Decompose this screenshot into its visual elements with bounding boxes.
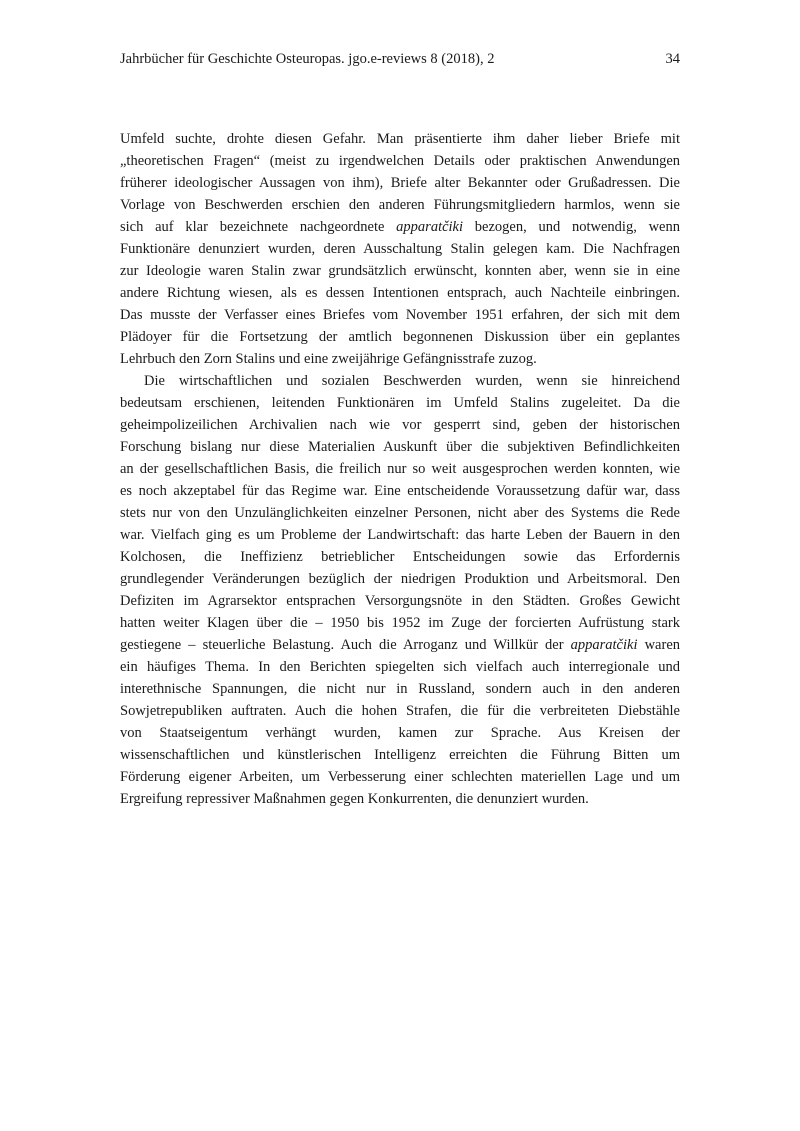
text-line: sich auf klar bezeichnete nachgeordnete apparatčiki bezogen, und notwendig, wenn (120, 219, 680, 235)
text-line: grundlegender Veränderungen bezüglich der niedrigen Produktion und Arbeitsmoral. Den (120, 571, 680, 587)
text-line: an der gesellschaftlichen Basis, die freilich nur so weit ausgesprochen werden konnten, wie (120, 461, 680, 477)
text-line: andere Richtung wiesen, als es dessen Intentionen entsprach, auch Nachteile einbringen. (120, 285, 680, 301)
italic-term: apparatčiki (570, 637, 638, 653)
text-line: war. Vielfach ging es um Probleme der Landwirtschaft: das harte Leben der Bauern in den (120, 527, 680, 543)
text-line: Vorlage von Beschwerden erschien den anderen Führungsmitgliedern harmlos, wenn sie (120, 197, 680, 213)
text-line: ein häufiges Thema. In den Berichten spiegelten sich vielfach auch interregionale und (120, 659, 680, 675)
text-line: Lehrbuch den Zorn Stalins und eine zweijährige Gefängnisstrafe zuzog. (120, 351, 537, 367)
text-line: früherer ideologischer Aussagen von ihm), Briefe alter Bekannter oder Grußadressen. Die (120, 175, 680, 191)
running-header (120, 50, 680, 68)
text-line: es noch akzeptabel für das Regime war. Eine entscheidende Voraussetzung dafür war, dass (120, 483, 680, 499)
paragraph-1 (120, 128, 680, 370)
journal-title: Jahrbücher für Geschichte Osteuropas. jgo.e-reviews 8 (2018), 2 (120, 51, 495, 67)
body-text (120, 128, 680, 810)
text-line: von Staatseigentum verhängt wurden, kamen zur Sprache. Aus Kreisen der (120, 725, 680, 741)
text-line: Die wirtschaftlichen und sozialen Beschwerden wurden, wenn sie hinreichend (144, 373, 680, 389)
text-line: zur Ideologie waren Stalin zwar grundsätzlich erwünscht, konnten aber, wenn sie in eine (120, 263, 680, 279)
text-line: Das musste der Verfasser eines Briefes vom November 1951 erfahren, der sich mit dem (120, 307, 680, 323)
page-number: 34 (665, 51, 680, 67)
text-line: „theoretischen Fragen“ (meist zu irgendwelchen Details oder praktischen Anwendungen (120, 153, 680, 169)
text-line: bedeutsam erschienen, leitenden Funktionären im Umfeld Stalins zugeleitet. Da die (120, 395, 680, 411)
text-line: Defiziten im Agrarsektor entsprachen Versorgungsnöte in den Städten. Großes Gewicht (120, 593, 680, 609)
text-line: Ergreifung repressiver Maßnahmen gegen Konkurrenten, die denunziert wurden. (120, 791, 589, 807)
text-line: gestiegene – steuerliche Belastung. Auch die Arroganz und Willkür der apparatčiki waren (120, 637, 681, 653)
text-line: hatten weiter Klagen über die – 1950 bis 1952 im Zuge der forcierten Aufrüstung stark (120, 615, 680, 631)
paragraph-2 (120, 370, 680, 810)
text-line: Kolchosen, die Ineffizienz betrieblicher Entscheidungen sowie das Erfordernis (120, 549, 680, 565)
text-line: Plädoyer für die Fortsetzung der amtlich begonnenen Diskussion über ein geplantes (120, 329, 680, 345)
italic-term: apparatčiki (396, 219, 464, 235)
text-line: geheimpolizeilichen Archivalien nach wie vor gesperrt sind, geben der historischen (120, 417, 680, 433)
text-line: Funktionäre denunziert wurden, deren Ausschaltung Stalin gelegen kam. Die Nachfragen (120, 241, 680, 257)
text-line: Forschung bislang nur diese Materialien Auskunft über die subjektiven Befindlichkeiten (120, 439, 680, 455)
text-line: Umfeld suchte, drohte diesen Gefahr. Man präsentierte ihm daher lieber Briefe mit (120, 131, 680, 147)
text-line: Sowjetrepubliken auftraten. Auch die hohen Strafen, die für die verbreiteten Diebstähle (120, 703, 680, 719)
text-line: Förderung eigener Arbeiten, um Verbesserung einer schlechten materiellen Lage und um (120, 769, 680, 785)
text-line: wissenschaftlichen und künstlerischen Intelligenz erreichten die Führung Bitten um (120, 747, 680, 763)
text-line: interethnische Spannungen, die nicht nur in Russland, sondern auch in den anderen (120, 681, 680, 697)
text-line: stets nur von den Unzulänglichkeiten einzelner Personen, nicht aber des Systems die Rede (120, 505, 680, 521)
